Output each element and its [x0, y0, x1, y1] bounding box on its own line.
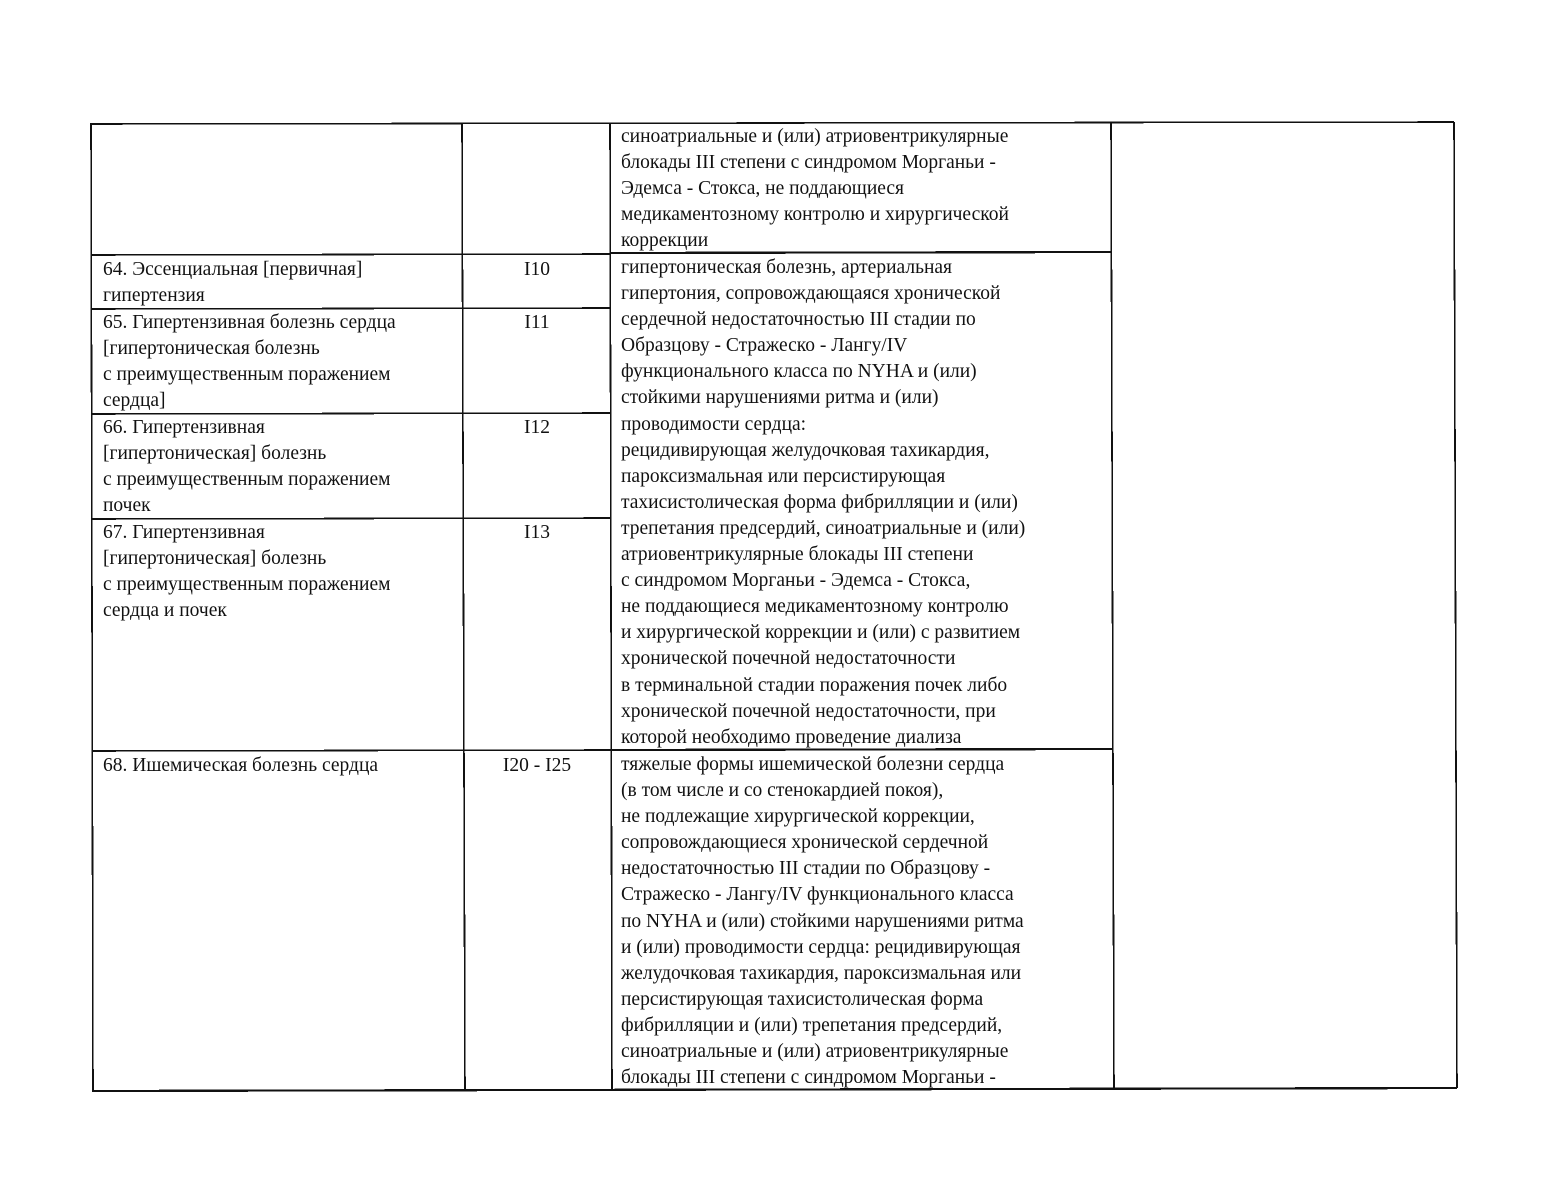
row-64-code: I10 — [524, 259, 550, 280]
table-left-border — [91, 124, 93, 1091]
row-0-description: синоатриальные и (или) атриовентрикулярные блокады III степени с синдромом Морганьи - Эдемса - Стокса, не поддающиеся медикаментозному контролю и хирургической коррекции — [621, 126, 1009, 252]
row-separator-5-left — [92, 750, 612, 751]
rows-64-67-description: гипертоническая болезнь, артериальная гипертония, сопровождающаяся хронической сердечной недостаточностью III стадии по Образцову - Стражеско - Лангу/IV функционального класса по NYHA и (или) стойкими нарушениями ритма и (или) проводимости сердца: рецидивирующая желудочковая тахикардия, пароксизмальная или персистирующая тахисистолическая форма фибрилляции и (или) трепетания предсердий, синоатриальные и (или) атриовентрикулярные блокады III степени с синдромом Морганьи - Эдемса - Стокса, не поддающиеся медикаментозному контролю и хирургической коррекции и (или) с развитием хронической почечной недостаточности в терминальной стадии поражения почек либо хронической почечной недостаточности, при которой необходимо проведение диализа — [621, 257, 1026, 748]
column-separator-1 — [462, 124, 465, 1091]
row-68-name: 68. Ишемическая болезнь сердца — [103, 755, 379, 776]
row-68-description: тяжелые формы ишемической болезни сердца (в том числе и со стенокардией покоя), не подлежащие хирургической коррекции, сопровождающиеся хронической сердечной недостаточностью III стадии по Образцову - Стражеско - Лангу/IV функционального класса по NYHA и (или) стойкими нарушениями ритма и (или) проводимости сердца: рецидивирующая желудочковая тахикардия, пароксизмальная или персистирующая тахисистолическая форма фибрилляции и (или) трепетания предсердий, синоатриальные и (или) атриовентрикулярные блокады III степени с синдромом Морганьи - — [621, 754, 1024, 1088]
row-67-name: 67. Гипертензивная [гипертоническая] болезнь с преимущественным поражением сердца и почек — [103, 522, 391, 622]
row-separator-1-left — [91, 254, 611, 255]
row-64-name: 64. Эссенциальная [первичная] гипертензия — [103, 259, 363, 307]
row-67-code: I13 — [524, 522, 550, 543]
row-separator-5-description — [612, 749, 1113, 750]
column-separator-2 — [610, 124, 612, 1091]
row-68-code: I20 - I25 — [502, 755, 572, 776]
row-separator-1-description — [611, 252, 1112, 253]
row-66-name: 66. Гипертензивная [гипертоническая] болезнь с преимущественным поражением почек — [103, 417, 391, 517]
table-right-border — [1454, 122, 1457, 1088]
row-66-code: I12 — [524, 417, 550, 438]
row-65-code: I11 — [524, 312, 550, 333]
row-65-name: 65. Гипертензивная болезнь сердца [гипертоническая болезнь с преимущественным поражением сердца] — [103, 312, 396, 412]
column-separator-3 — [1111, 123, 1114, 1089]
